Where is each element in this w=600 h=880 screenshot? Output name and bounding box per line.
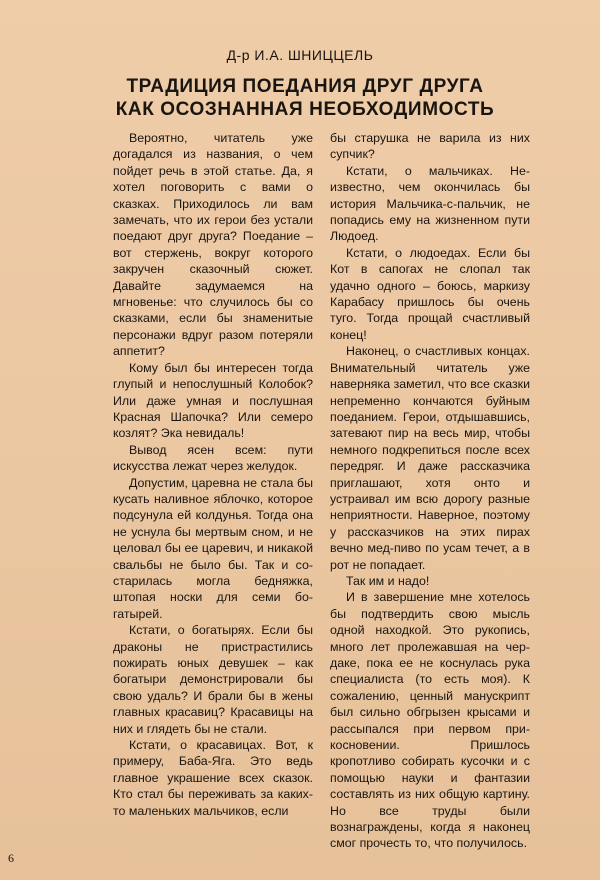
paragraph: Вывод ясен всем: пути искусства лежат через желудок. xyxy=(113,442,313,474)
paragraph: Кстати, о богатырях. Если бы драконы не пристрастились пожирать юных девушек – как богатыри демонстрировали бы свою удаль? И брали бы в жены главных красавиц? Красавицы на них и глядеть бы не стали. xyxy=(113,623,313,736)
paragraph: Допустим, царевна не стала бы кусать наливное яблочко, которое подсунула ей колдунья. Тогда она не уснула бы мертвым сном, и не целовал бы ее царевич, и никакой свальбы не было бы. Так и состарилась могла бедняжка, штопая носки для семи богатырей. xyxy=(113,475,313,621)
paragraph: Так им и надо! xyxy=(346,573,430,588)
title-line-1: ТРАДИЦИЯ ПОЕДАНИЯ ДРУГ ДРУГА xyxy=(126,76,484,97)
paragraph-continued: бы старушка не варила из них супчик? xyxy=(330,131,530,162)
right-column xyxy=(330,130,530,852)
paragraph: Кстати, о мальчиках. Неизвестно, чем окончилась бы история Мальчика-с-пальчик, не попадись ему на жизненном пути Людоед. xyxy=(330,163,530,244)
paragraph: Кстати, о людоедах. Если бы Кот в сапогах не слопал так удачно одного – боюсь, маркизу Карабасу пришлось бы очень туго. Тогда прощай счастливый конец! xyxy=(330,245,530,342)
paragraph: Кстати, о красавицах. Вот, к примеру, Баба-Яга. Это ведь главное украшение всех сказок. Кто стал бы переживать за каких-то маленьких мальчиков, если xyxy=(113,738,313,818)
paragraph: Кому был бы интересен тогда глупый и непослушный Колобок? Или даже умная и послушная Красная Шапочка? Или семеро козлят? Эка невидаль! xyxy=(113,360,313,441)
paragraph: Вероятно, читатель уже догадался из названия, о чем пойдет речь в этой статье. Да, я хотел поговорить с вами о сказках. Приходилось ли вам замечать, что их герои без устали поедают друг друга? Поедание – вот стержень, вокруг которого закручен сказочный сюжет. Давайте задумаемся на мгновенье: что случилось бы со сказками, если бы знаменитые персонажи вдруг разом потеряли аппетит? xyxy=(113,131,313,359)
paragraph: Наконец, о счастливых концах. Внимательный читатель уже наверняка заметил, что все сказки непременно кончаются буйным поеданием. Герои, отдышавшись, затевают пир на весь мир, чтобы немного подкрепиться после всех передряг. И даже рассказчика приглашают, хотя онто и устраивал им всю дорогу разные неприятности. Наверное, поэтому у рассказчиков на этих пирах вечно мед-пиво по усам течет, а в рот не попадает. xyxy=(330,344,530,572)
paragraph: И в завершение мне хотелось бы подтвердить свою мысль одной находкой. Это рукопись, много лет пролежавшая на чердаке, пока ее не коснулась рука специалиста (то есть моя). К сожалению, ценный манускрипт был сильно обгрызен крысами и рассыпался при первом прикосновении. Пришлось кропотливо собирать кусочки и с помощью науки и фантазии составлять из них общую картину. Но все труды были вознаграждены, когда я наконец смог прочесть то, что получилось. xyxy=(330,590,530,851)
left-column xyxy=(113,130,313,819)
article-title xyxy=(60,75,550,121)
page-number: 6 xyxy=(8,851,14,865)
author-byline: Д-р И.А. ШНИЦЦЕЛЬ xyxy=(226,47,374,63)
title-line-2: КАК ОСОЗНАННАЯ НЕОБХОДИМОСТЬ xyxy=(115,99,495,120)
